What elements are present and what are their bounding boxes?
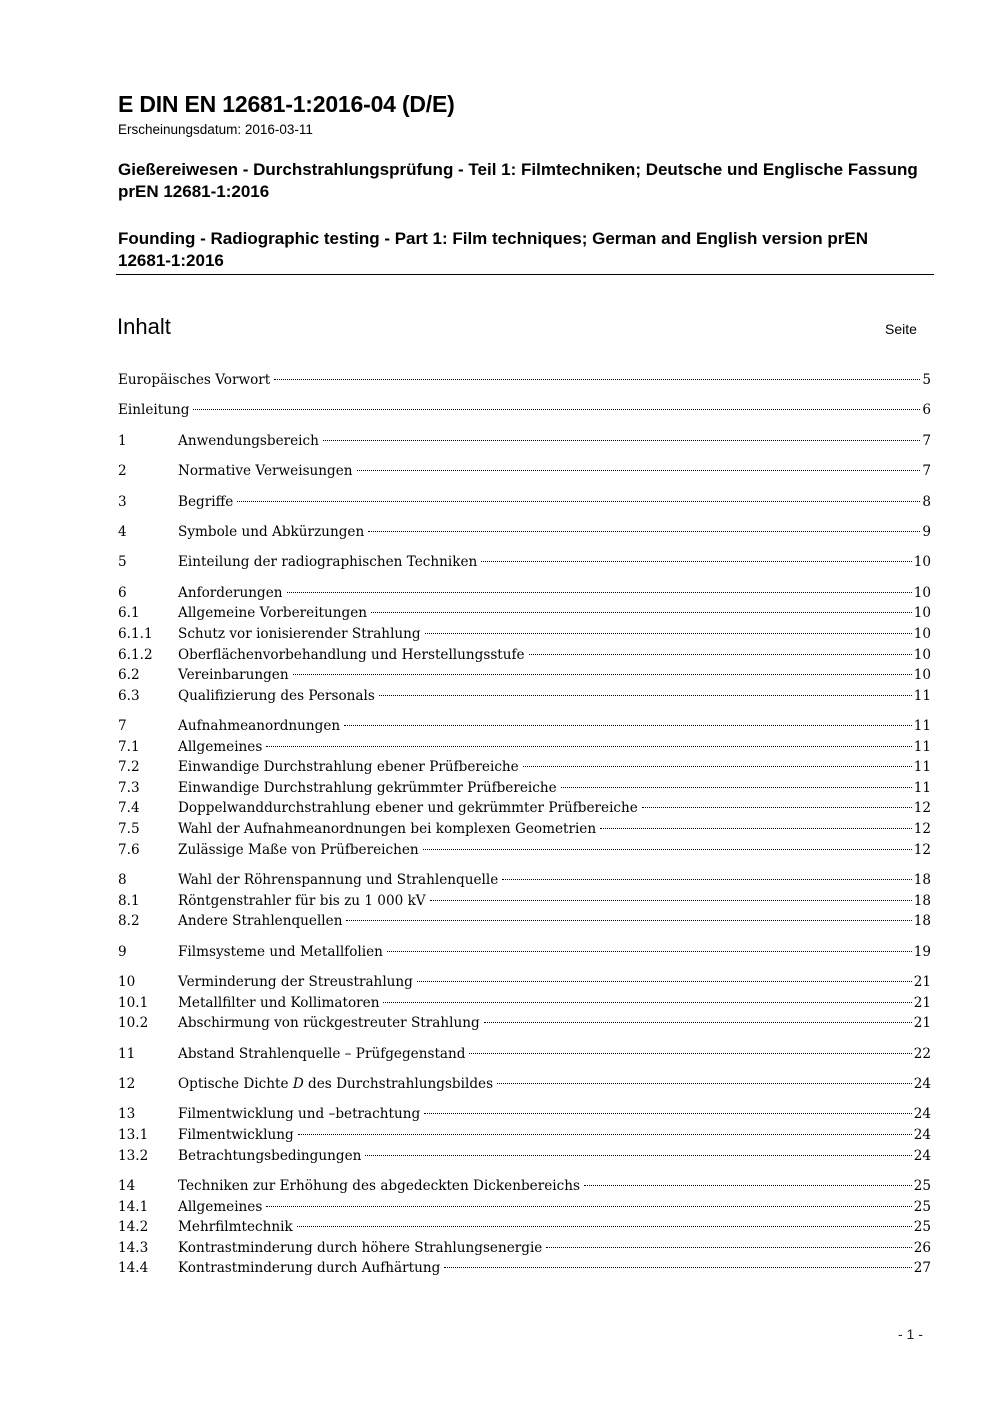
toc-entry[interactable] [118,778,931,799]
toc-entry-title: Aufnahmeanordnungen [178,718,341,735]
toc-entry-page: 10 [913,625,931,642]
toc-entry[interactable] [118,431,931,452]
toc-entry-page: 11 [913,738,931,755]
toc-entry-number: 10.2 [118,1015,149,1032]
toc-entry-number: 14.1 [118,1198,149,1215]
toc-entry-page: 12 [913,841,931,858]
toc-entry-number: 14.3 [118,1239,149,1256]
document-title: E DIN EN 12681-1:2016-04 (D/E) [118,91,455,117]
toc-entry-number: 7.3 [118,779,140,796]
toc-entry-number: 6 [118,584,127,601]
toc-entry[interactable] [118,993,931,1014]
title-german: Gießereiwesen - Durchstrahlungsprüfung - Teil 1: Filmtechniken; Deutsche und Englische Fassung prEN 12681-1:2016 [118,160,918,201]
toc-entry-page: 12 [913,821,931,838]
toc-entry-page: 10 [913,584,931,601]
toc-entry[interactable] [118,840,931,861]
toc-entry[interactable] [118,972,931,993]
toc-entry-title: Symbole und Abkürzungen [178,523,365,540]
toc-entry-number: 7.1 [118,738,140,755]
toc-entry-title: Oberflächenvorbehandlung und Herstellungsstufe [178,646,525,663]
toc-entry-title: Wahl der Aufnahmeanordnungen bei komplexen Geometrien [178,821,597,838]
toc-entry-number: 6.1.1 [118,625,153,642]
toc-entry-page: 10 [913,667,931,684]
toc-entry[interactable] [118,911,931,932]
toc-dot-leader [297,1226,912,1227]
toc-heading: Inhalt [117,314,171,339]
toc-entry[interactable] [118,583,931,604]
toc-entry-title: Normative Verweisungen [178,463,353,480]
toc-entry-page: 22 [913,1045,931,1062]
toc-entry-title: Verminderung der Streustrahlung [178,974,413,991]
toc-entry-title: Anforderungen [178,584,283,601]
toc-entry-number: 9 [118,943,127,960]
toc-entry[interactable] [118,819,931,840]
toc-entry[interactable] [118,1104,931,1125]
toc-dot-leader [430,900,912,901]
toc-entry-page: 9 [922,523,931,540]
toc-entry-title-part: des Durchstrahlungsbildes [303,1075,494,1092]
toc-entry-number: 2 [118,463,127,480]
toc-dot-leader [523,766,912,767]
toc-entry[interactable] [118,492,931,513]
toc-entry-title: Abschirmung von rückgestreuter Strahlung [178,1015,480,1032]
toc-entry-title: Europäisches Vorwort [118,372,271,388]
toc-entry-number: 3 [118,493,127,510]
toc-dot-leader [600,828,912,829]
toc-entry-title: Andere Strahlenquellen [178,913,343,930]
toc-entry-page: 25 [913,1219,931,1236]
toc-entry[interactable] [118,1146,931,1167]
toc-dot-leader [383,1002,911,1003]
toc-entry[interactable] [118,737,931,758]
toc-entry[interactable] [118,686,931,707]
toc-entry[interactable] [118,624,931,645]
toc-dot-leader [425,633,912,634]
toc-entry[interactable] [118,370,931,391]
toc-entry-page: 21 [913,1015,931,1032]
toc-entry-page: 8 [922,493,931,510]
toc-entry-title: Einwandige Durchstrahlung gekrümmter Prüfbereiche [178,779,557,796]
toc-entry-number: 10 [118,974,136,991]
toc-entry-number: 14.4 [118,1260,149,1277]
toc-dot-leader [561,787,912,788]
toc-entry-title-part: Optische Dichte [178,1075,293,1092]
toc-dot-leader [529,654,912,655]
toc-entry-number: 11 [118,1045,136,1062]
toc-entry-title: Doppelwanddurchstrahlung ebener und gekrümmter Prüfbereiche [178,800,638,817]
toc-entry-title: Betrachtungsbedingungen [178,1147,362,1164]
toc-entry[interactable] [118,1197,931,1218]
toc-entry-number: 6.2 [118,667,140,684]
toc-dot-leader [344,725,912,726]
toc-entry[interactable] [118,400,931,421]
toc-entry-page: 7 [922,432,931,449]
toc-entry-title: Zulässige Maße von Prüfbereichen [178,841,419,858]
toc-entry-page: 19 [913,943,931,960]
toc-entry-page: 10 [913,605,931,622]
toc-entry-title: Kontrastminderung durch Aufhärtung [178,1260,441,1277]
toc-entry-title: Filmentwicklung und –betrachtung [178,1106,421,1123]
header-divider [116,274,934,275]
toc-dot-leader [357,470,921,471]
publication-date: Erscheinungsdatum: 2016-03-11 [118,122,313,137]
toc-entry-page: 18 [913,872,931,889]
toc-entry-number: 13 [118,1106,136,1123]
toc-entry-title: Begriffe [178,493,234,510]
toc-entry-number: 7.4 [118,800,140,817]
toc-entry-number: 13.2 [118,1147,149,1164]
toc-entry-title: Allgemeines [178,1198,263,1215]
toc-entry-title: Filmsysteme und Metallfolien [178,943,383,960]
toc-entry-page: 10 [913,554,931,571]
toc-dot-leader [444,1267,911,1268]
toc-entry-page: 18 [913,892,931,909]
toc-entry-title: Techniken zur Erhöhung des abgedeckten Dickenbereichs [178,1177,580,1194]
toc-entry-title: Schutz vor ionisierender Strahlung [178,625,421,642]
toc-entry[interactable] [118,870,931,891]
toc-entry-number: 6.3 [118,687,140,704]
toc-entry-title: Filmentwicklung [178,1126,294,1143]
toc-dot-leader [293,674,912,675]
toc-entry-page: 24 [913,1106,931,1123]
toc-entry-title: Anwendungsbereich [178,432,319,449]
toc-entry[interactable] [118,798,931,819]
toc-dot-leader [266,746,911,747]
toc-entry-number: 8.1 [118,892,140,909]
toc-entry-number: 4 [118,523,127,540]
toc-entry-page: 25 [913,1177,931,1194]
toc-entry[interactable] [118,1013,931,1034]
toc-entry-title: Allgemeines [178,738,263,755]
toc-entry-page: 24 [913,1075,931,1092]
toc-entry[interactable] [118,1238,931,1259]
toc-entry-page: 18 [913,913,931,930]
toc-dot-leader [469,1053,911,1054]
toc-entry-page: 11 [913,687,931,704]
toc-entry-title: Allgemeine Vorbereitungen [178,605,368,622]
toc-entry-title: Mehrfilmtechnik [178,1219,293,1236]
toc-entry-title: Einwandige Durchstrahlung ebener Prüfbereiche [178,759,519,776]
toc-entry[interactable] [118,461,931,482]
toc-entry-page: 11 [913,759,931,776]
toc-entry-number: 8 [118,872,127,889]
toc-dot-leader [502,879,911,880]
toc-entry[interactable] [118,942,931,963]
toc-entry-title [178,1074,495,1095]
toc-page-label: Seite [885,321,917,337]
toc-dot-leader [274,379,920,380]
toc-entry-title-symbol: D [292,1075,304,1092]
toc-entry-page: 21 [913,974,931,991]
toc-dot-leader [193,409,920,410]
toc-entry-number: 14.2 [118,1219,149,1236]
toc-entry-title: Einleitung [118,402,190,419]
toc-entry-page: 10 [913,646,931,663]
toc-dot-leader [323,440,920,441]
toc-entry-number: 7 [118,718,127,735]
toc-dot-leader [497,1083,912,1084]
toc-entry-number: 7.6 [118,841,140,858]
toc-entry-number: 8.2 [118,913,140,930]
toc-entry-title: Kontrastminderung durch höhere Strahlungsenergie [178,1239,543,1256]
toc-dot-leader [365,1155,911,1156]
toc-entry-title: Vereinbarungen [178,667,289,684]
toc-entry-title: Wahl der Röhrenspannung und Strahlenquelle [178,872,499,889]
toc-entry-number: 7.5 [118,821,140,838]
toc-dot-leader [484,1022,912,1023]
table-of-contents [118,370,931,1279]
toc-entry[interactable] [118,522,931,543]
toc-dot-leader [546,1247,911,1248]
toc-entry-page: 27 [913,1260,931,1277]
title-english: Founding - Radiographic testing - Part 1: Film techniques; German and English version prEN 12681-1:2016 [118,229,868,270]
toc-entry-number: 5 [118,554,127,571]
toc-entry-number: 7.2 [118,759,140,776]
toc-dot-leader [287,592,912,593]
toc-entry-number: 12 [118,1075,136,1092]
toc-entry-number: 6.1 [118,605,140,622]
toc-entry-page: 25 [913,1198,931,1215]
toc-entry-page: 7 [922,463,931,480]
toc-dot-leader [387,951,912,952]
toc-entry-number: 13.1 [118,1126,149,1143]
toc-entry[interactable] [118,1044,931,1065]
page-number: - 1 - [898,1326,923,1342]
toc-entry[interactable] [118,1125,931,1146]
toc-entry-page: 26 [913,1239,931,1256]
toc-entry-page: 11 [913,779,931,796]
toc-entry[interactable] [118,1074,931,1095]
toc-entry-number: 14 [118,1177,136,1194]
toc-entry[interactable] [118,716,931,737]
toc-entry[interactable] [118,665,931,686]
toc-dot-leader [266,1206,911,1207]
toc-entry-page: 12 [913,800,931,817]
toc-dot-leader [642,807,912,808]
toc-entry-page: 6 [922,402,931,419]
toc-dot-leader [237,501,920,502]
toc-entry-number: 1 [118,432,127,449]
toc-entry[interactable] [118,645,931,666]
toc-entry-page: 11 [913,718,931,735]
toc-dot-leader [423,849,912,850]
toc-entry-title: Metallfilter und Kollimatoren [178,994,380,1011]
toc-entry[interactable] [118,891,931,912]
toc-entry-page: 24 [913,1147,931,1164]
toc-entry[interactable] [118,1258,931,1279]
toc-dot-leader [346,920,911,921]
toc-entry[interactable] [118,1176,931,1197]
toc-entry-page: 24 [913,1126,931,1143]
toc-dot-leader [298,1134,912,1135]
toc-entry-title: Röntgenstrahler für bis zu 1 000 kV [178,892,426,909]
toc-entry-page: 21 [913,994,931,1011]
toc-dot-leader [417,981,912,982]
toc-dot-leader [368,531,920,532]
toc-entry[interactable] [118,1217,931,1238]
toc-entry[interactable] [118,603,931,624]
toc-entry-number: 10.1 [118,994,149,1011]
toc-dot-leader [379,695,912,696]
toc-entry[interactable] [118,552,931,573]
toc-dot-leader [584,1185,912,1186]
toc-entry-title: Abstand Strahlenquelle – Prüfgegenstand [178,1045,466,1062]
toc-dot-leader [481,561,911,562]
toc-entry-title: Qualifizierung des Personals [178,687,375,704]
toc-dot-leader [371,612,912,613]
toc-entry-page: 5 [922,372,931,388]
toc-entry-title: Einteilung der radiographischen Techniken [178,554,478,571]
toc-dot-leader [424,1113,912,1114]
toc-entry[interactable] [118,757,931,778]
toc-entry-number: 6.1.2 [118,646,153,663]
